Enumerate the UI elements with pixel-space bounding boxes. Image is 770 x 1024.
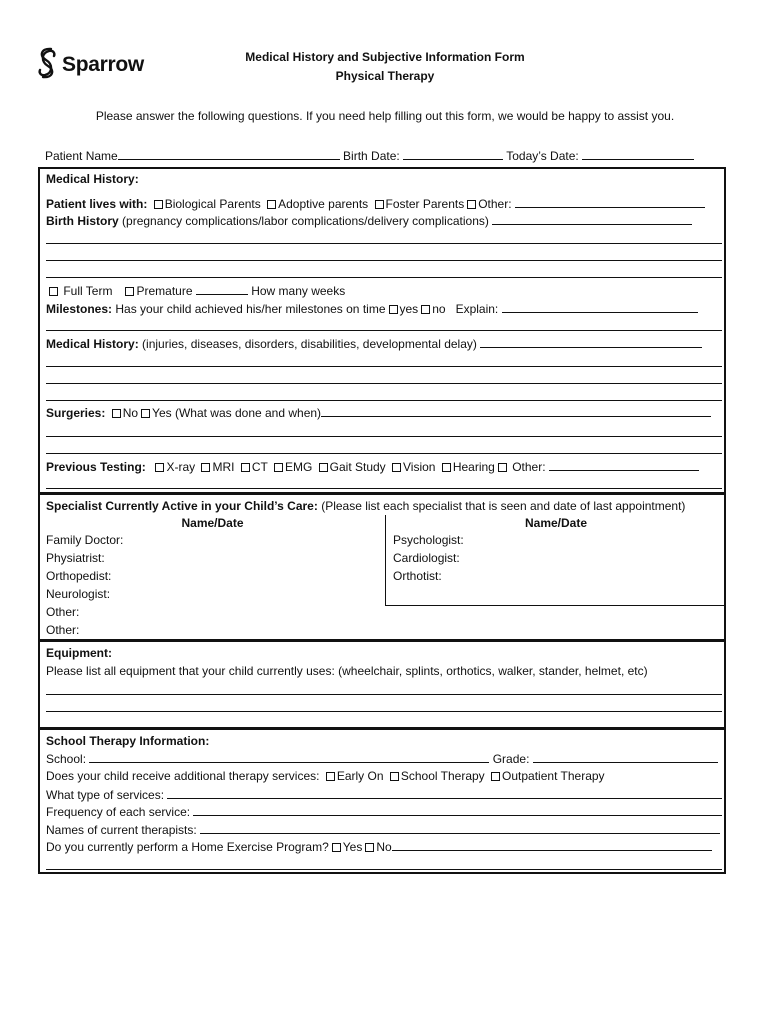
milestones-no-label: no [432,302,446,316]
equipment-line[interactable] [46,694,722,695]
weeks-label: How many weeks [251,284,346,298]
milestones-no-checkbox[interactable] [421,305,430,314]
lives-biological-checkbox[interactable] [154,200,163,209]
testing-option-label: EMG [284,460,313,474]
psychologist-label[interactable]: Psychologist: [393,533,464,547]
cardiologist-label[interactable]: Cardiologist: [393,551,460,565]
milestones-line[interactable] [46,330,722,331]
left-col-header: Name/Date [181,516,244,530]
sparrow-logo-icon [36,46,58,83]
specialist-desc: (Please list each specialist that is seen and date of last appointment) [321,499,686,513]
hep-line[interactable] [46,869,722,870]
milestones-row [46,301,722,316]
lives-foster-checkbox[interactable] [375,200,384,209]
intro-text: Please answer the following questions. If you need help filling out this form, we would be happy to assist you. [95,109,675,123]
lives-option-label: Foster Parents [385,197,465,211]
form-subtitle: Physical Therapy [335,69,435,83]
milestones-question: Has your child achieved his/her milestones on time [115,302,386,316]
additional-services-question: Does your child receive additional therapy services: [46,769,320,783]
service-type-field[interactable] [167,787,722,799]
physiatrist-label[interactable]: Physiatrist: [46,551,105,565]
orthotist-label[interactable]: Orthotist: [393,569,442,583]
term-row [46,283,722,298]
hep-no-checkbox[interactable] [365,843,374,852]
column-divider [385,515,386,606]
school-section [38,728,726,874]
birth-history-line[interactable] [46,260,722,261]
lives-other-field[interactable] [515,196,705,208]
hep-question: Do you currently perform a Home Exercise Program? [46,840,329,854]
emg-checkbox[interactable] [274,463,283,472]
equipment-heading: Equipment: [46,646,112,660]
other-label[interactable]: Other: [46,605,80,619]
lives-option-label: Biological Parents [164,197,261,211]
testing-option-label: X-ray [166,460,196,474]
testing-option-label: Vision [403,460,436,474]
early-on-checkbox[interactable] [326,772,335,781]
lives-option-label: Other: [478,197,512,211]
birth-history-line[interactable] [46,277,722,278]
school-label: School: [46,752,87,766]
orthopedist-label[interactable]: Orthopedist: [46,569,112,583]
explain-field[interactable] [502,301,698,313]
frequency-row [46,804,722,819]
school-heading: School Therapy Information: [46,734,210,748]
grade-field[interactable] [533,751,718,763]
frequency-label: Frequency of each service: [46,805,191,819]
testing-line[interactable] [46,488,722,489]
premature-label: Premature [136,284,193,298]
equipment-section [38,640,726,729]
hep-yes-label: Yes [342,840,363,854]
weeks-field[interactable] [196,283,248,295]
other-label[interactable]: Other: [46,623,80,637]
medical-history-field[interactable] [480,336,702,348]
service-option-label: Outpatient Therapy [502,769,605,783]
frequency-field[interactable] [193,804,722,816]
specialist-heading: Specialist Currently Active in your Child’s Care: [46,499,318,513]
testing-other-field[interactable] [549,459,699,471]
service-type-row [46,787,722,802]
medical-history-heading: Medical History: [46,172,139,186]
surgeries-yes-label: Yes (What was done and when) [152,406,322,420]
lives-other-checkbox[interactable] [467,200,476,209]
service-option-label: School Therapy [400,769,485,783]
specialist-heading-row [46,499,722,513]
today-date-label: Today’s Date: [506,149,579,163]
birth-history-desc: (pregnancy complications/labor complications/delivery complications) [122,214,489,228]
hep-field[interactable] [392,839,712,851]
patient-info-line [45,148,694,163]
ct-checkbox[interactable] [241,463,250,472]
medical-history-line[interactable] [46,383,722,384]
medical-history-label: Medical History: [46,337,139,351]
previous-testing-label: Previous Testing: [46,460,146,474]
milestones-label: Milestones: [46,302,113,316]
hep-row [46,839,722,854]
explain-label: Explain: [455,302,499,316]
previous-testing-row [46,459,722,474]
grade-label: Grade: [492,752,530,766]
birth-history-label: Birth History [46,214,119,228]
school-therapy-checkbox[interactable] [390,772,399,781]
premature-checkbox[interactable] [125,287,134,296]
milestones-yes-checkbox[interactable] [389,305,398,314]
family-doctor-label[interactable]: Family Doctor: [46,533,124,547]
additional-services-row [46,769,722,783]
surgeries-row [46,405,722,420]
service-option-label: Early On [336,769,384,783]
milestones-yes-label: yes [399,302,419,316]
surgeries-yes-checkbox[interactable] [141,409,150,418]
lives-option-label: Adoptive parents [278,197,369,211]
testing-other-label: Other: [512,460,546,474]
patient-lives-row [46,196,722,211]
medical-history-line[interactable] [46,366,722,367]
patient-name-label: Patient Name [45,149,118,163]
testing-option-label: Gait Study [329,460,386,474]
testing-option-label: Hearing [452,460,495,474]
surgeries-line[interactable] [46,453,722,454]
school-row [46,751,722,766]
sparrow-logo [36,46,144,83]
lives-with-label: Patient lives with: [46,197,148,211]
vision-checkbox[interactable] [392,463,401,472]
gait-study-checkbox[interactable] [319,463,328,472]
birth-history-row [46,213,722,228]
testing-other-checkbox[interactable] [498,463,507,472]
birth-date-field[interactable] [403,148,503,160]
therapists-row [46,822,722,837]
full-term-label: Full Term [63,284,113,298]
birth-history-field[interactable] [492,213,692,225]
today-date-field[interactable] [582,148,694,160]
lives-adoptive-checkbox[interactable] [267,200,276,209]
testing-option-label: MRI [212,460,235,474]
hep-no-label: No [376,840,392,854]
surgeries-field[interactable] [321,405,711,417]
mri-checkbox[interactable] [201,463,210,472]
equipment-desc: Please list all equipment that your child currently uses: (wheelchair, splints, orthotics, walker, stander, helmet, etc) [46,664,648,678]
hep-yes-checkbox[interactable] [332,843,341,852]
surgeries-no-label: No [122,406,139,420]
right-col-bottom-line [385,605,724,606]
hearing-checkbox[interactable] [442,463,451,472]
specialist-section [38,493,726,641]
surgeries-label: Surgeries: [46,406,106,420]
birth-date-label: Birth Date: [343,149,400,163]
logo-text: Sparrow [62,52,144,76]
right-col-header: Name/Date [524,516,588,530]
full-term-checkbox[interactable] [49,287,58,296]
xray-checkbox[interactable] [155,463,164,472]
medical-history-row [46,336,722,351]
patient-name-field[interactable] [118,148,340,160]
form-title: Medical History and Subjective Information Form [245,50,525,64]
outpatient-therapy-checkbox[interactable] [491,772,500,781]
testing-option-label: CT [251,460,268,474]
birth-history-line[interactable] [46,243,722,244]
neurologist-label[interactable]: Neurologist: [46,587,111,601]
medical-history-desc: (injuries, diseases, disorders, disabilities, developmental delay) [142,337,477,351]
medical-history-line[interactable] [46,400,722,401]
surgeries-line[interactable] [46,436,722,437]
medical-history-section [38,167,726,494]
school-field[interactable] [89,751,489,763]
surgeries-no-checkbox[interactable] [112,409,121,418]
service-type-label: What type of services: [46,788,165,802]
therapists-field[interactable] [200,822,720,834]
therapists-label: Names of current therapists: [46,823,197,837]
equipment-line[interactable] [46,711,722,712]
